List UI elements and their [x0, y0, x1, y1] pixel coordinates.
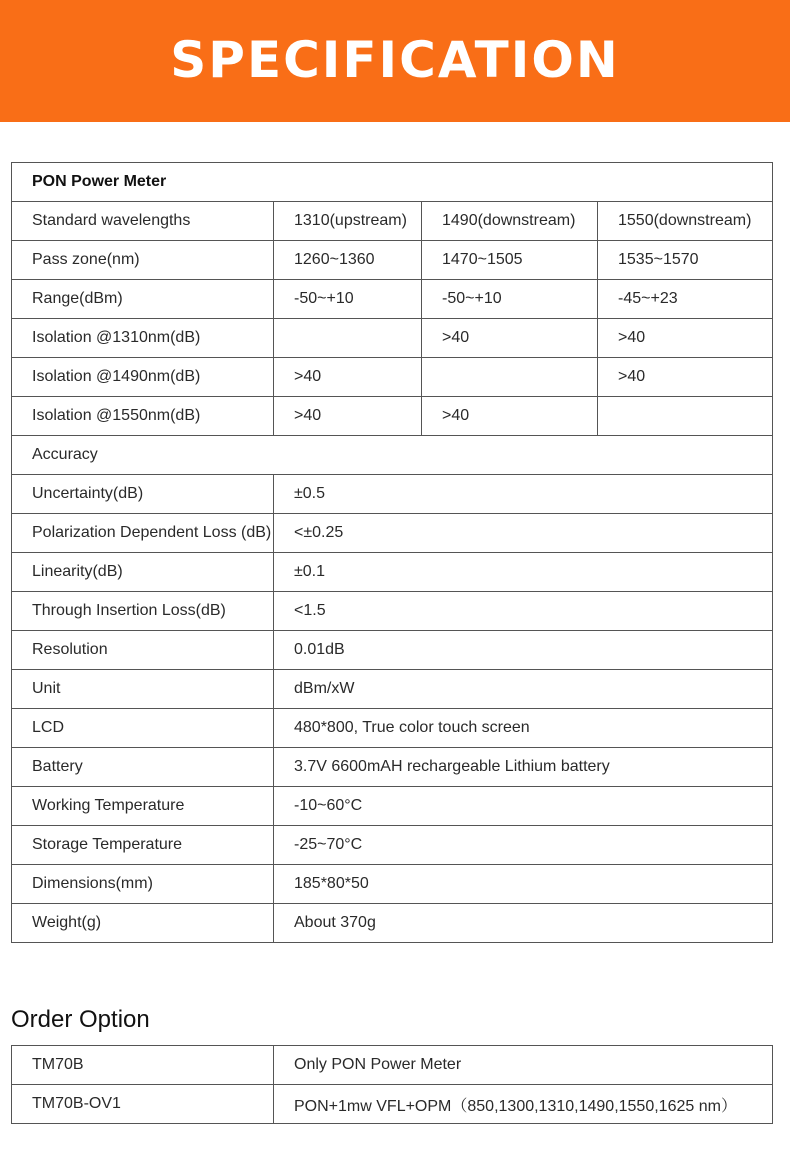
row-label: Standard wavelengths [12, 202, 274, 241]
row-value: -10~60°C [274, 787, 773, 826]
row-value: ±0.1 [274, 553, 773, 592]
table-row [12, 514, 773, 553]
table-row [12, 904, 773, 943]
row-value: About 370g [274, 904, 773, 943]
row-value: ±0.5 [274, 475, 773, 514]
page-title: SPECIFICATION [170, 31, 620, 89]
table-row [12, 748, 773, 787]
order-desc: Only PON Power Meter [274, 1046, 773, 1085]
row-label: Polarization Dependent Loss (dB) [12, 514, 274, 553]
table-row [12, 553, 773, 592]
order-table [11, 1045, 773, 1124]
order-model: TM70B-OV1 [12, 1085, 274, 1124]
table-row [12, 163, 773, 202]
row-label: Dimensions(mm) [12, 865, 274, 904]
spec-table [11, 162, 773, 943]
table-row [12, 631, 773, 670]
section-title: PON Power Meter [12, 163, 773, 202]
row-label: Weight(g) [12, 904, 274, 943]
cell-1550: 1550(downstream) [598, 202, 773, 241]
row-label: Storage Temperature [12, 826, 274, 865]
accuracy-label: Accuracy [12, 436, 773, 475]
header-banner [0, 0, 790, 122]
table-row [12, 1085, 773, 1124]
cell-1550: -45~+23 [598, 280, 773, 319]
row-label: Battery [12, 748, 274, 787]
cell-1310: 1260~1360 [274, 241, 422, 280]
row-value: <±0.25 [274, 514, 773, 553]
row-value: 480*800, True color touch screen [274, 709, 773, 748]
table-row [12, 670, 773, 709]
table-row [12, 475, 773, 514]
row-label: Isolation @1490nm(dB) [12, 358, 274, 397]
row-value: 3.7V 6600mAH rechargeable Lithium battery [274, 748, 773, 787]
cell-1490: 1470~1505 [422, 241, 598, 280]
table-row [12, 1046, 773, 1085]
table-row [12, 826, 773, 865]
cell-1310: 1310(upstream) [274, 202, 422, 241]
row-label: Linearity(dB) [12, 553, 274, 592]
row-value: 0.01dB [274, 631, 773, 670]
table-row [12, 397, 773, 436]
table-row [12, 280, 773, 319]
cell-1550: 1535~1570 [598, 241, 773, 280]
row-label: Resolution [12, 631, 274, 670]
table-row [12, 787, 773, 826]
order-option-title: Order Option [11, 1006, 150, 1033]
cell-1490: >40 [422, 397, 598, 436]
cell-1550: >40 [598, 319, 773, 358]
cell-1550 [598, 397, 773, 436]
row-label: LCD [12, 709, 274, 748]
table-row [12, 241, 773, 280]
row-label: Isolation @1550nm(dB) [12, 397, 274, 436]
table-row [12, 202, 773, 241]
cell-1550: >40 [598, 358, 773, 397]
cell-1310 [274, 319, 422, 358]
row-label: Isolation @1310nm(dB) [12, 319, 274, 358]
table-row [12, 592, 773, 631]
cell-1490: -50~+10 [422, 280, 598, 319]
table-row [12, 319, 773, 358]
row-value: dBm/xW [274, 670, 773, 709]
row-label: Uncertainty(dB) [12, 475, 274, 514]
cell-1310: >40 [274, 358, 422, 397]
table-row [12, 436, 773, 475]
table-row [12, 709, 773, 748]
row-label: Range(dBm) [12, 280, 274, 319]
table-row [12, 358, 773, 397]
cell-1310: -50~+10 [274, 280, 422, 319]
order-desc: PON+1mw VFL+OPM（850,1300,1310,1490,1550,1625 nm） [274, 1085, 773, 1124]
cell-1490: >40 [422, 319, 598, 358]
cell-1490: 1490(downstream) [422, 202, 598, 241]
row-label: Pass zone(nm) [12, 241, 274, 280]
cell-1490 [422, 358, 598, 397]
row-value: <1.5 [274, 592, 773, 631]
row-label: Working Temperature [12, 787, 274, 826]
row-label: Unit [12, 670, 274, 709]
table-row [12, 865, 773, 904]
cell-1310: >40 [274, 397, 422, 436]
row-value: -25~70°C [274, 826, 773, 865]
row-value: 185*80*50 [274, 865, 773, 904]
order-model: TM70B [12, 1046, 274, 1085]
row-label: Through Insertion Loss(dB) [12, 592, 274, 631]
